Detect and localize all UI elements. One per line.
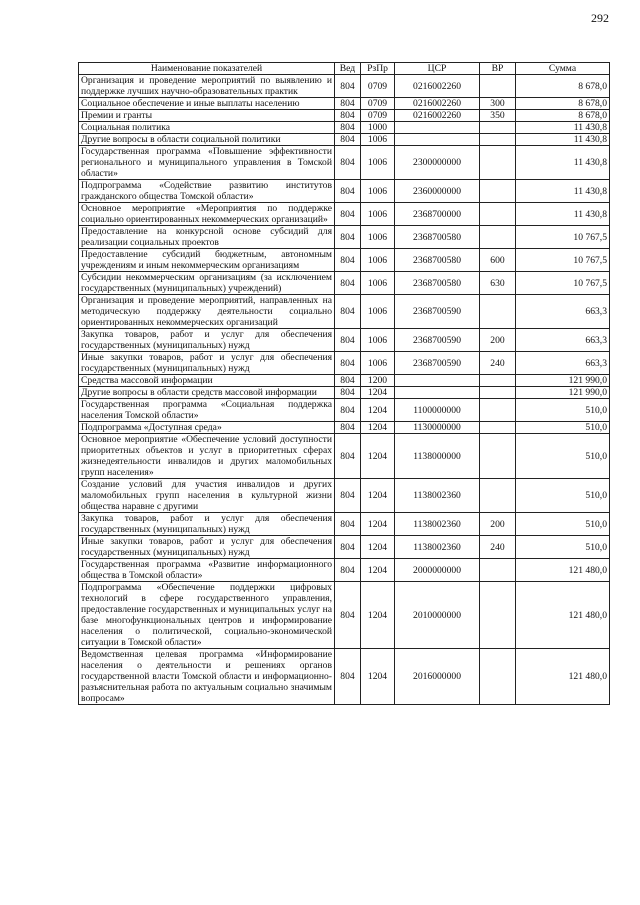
- row-name-cell: Основное мероприятие «Обеспечение условий доступности приоритетных объектов и услуг в приоритетных сферах жизнедеятельности инвалидов и других маломобильных групп населения»: [79, 434, 335, 479]
- row-rzpr-cell: 1006: [361, 203, 395, 226]
- row-csr-cell: 2368700580: [395, 272, 480, 295]
- row-ved-cell: 804: [335, 329, 361, 352]
- row-name-cell: Закупка товаров, работ и услуг для обеспечения государственных (муниципальных) нужд: [79, 513, 335, 536]
- row-name-cell: Иные закупки товаров, работ и услуг для обеспечения государственных (муниципальных) нужд: [79, 536, 335, 559]
- row-csr-cell: 0216002260: [395, 75, 480, 98]
- table-row: [79, 295, 610, 329]
- row-name-cell: Ведомственная целевая программа «Информирование населения о деятельности и решениях органов государственной власти Томской области и информационно-разъяснительная работа по актуальным социально значимым вопросам»: [79, 649, 335, 705]
- table-row: [79, 249, 610, 272]
- row-ved-cell: 804: [335, 180, 361, 203]
- row-rzpr-cell: 1006: [361, 329, 395, 352]
- row-rzpr-cell: 1006: [361, 180, 395, 203]
- row-name-cell: Иные закупки товаров, работ и услуг для обеспечения государственных (муниципальных) нужд: [79, 352, 335, 375]
- row-name-cell: Премии и гранты: [79, 110, 335, 122]
- row-name-cell: Другие вопросы в области средств массовой информации: [79, 387, 335, 399]
- row-csr-cell: [395, 122, 480, 134]
- row-rzpr-cell: 1204: [361, 513, 395, 536]
- row-csr-cell: 2368700580: [395, 226, 480, 249]
- row-sum-cell: 10 767,5: [516, 249, 610, 272]
- table-row: [79, 536, 610, 559]
- row-name-cell: Предоставление субсидий бюджетным, автономным учреждениям и иным некоммерческим организациям: [79, 249, 335, 272]
- row-vr-cell: [480, 434, 516, 479]
- table-row: [79, 226, 610, 249]
- row-vr-cell: [480, 399, 516, 422]
- table-row: [79, 75, 610, 98]
- row-vr-cell: [480, 375, 516, 387]
- row-sum-cell: 510,0: [516, 422, 610, 434]
- row-vr-cell: 600: [480, 249, 516, 272]
- row-rzpr-cell: 1006: [361, 134, 395, 146]
- row-ved-cell: 804: [335, 375, 361, 387]
- row-ved-cell: 804: [335, 226, 361, 249]
- row-ved-cell: 804: [335, 513, 361, 536]
- row-vr-cell: [480, 146, 516, 180]
- row-rzpr-cell: 1204: [361, 479, 395, 513]
- row-rzpr-cell: 1204: [361, 387, 395, 399]
- table-row: [79, 146, 610, 180]
- table-row: [79, 98, 610, 110]
- row-ved-cell: 804: [335, 75, 361, 98]
- row-ved-cell: 804: [335, 352, 361, 375]
- table-row: [79, 582, 610, 649]
- header-rzpr: РзПр: [361, 63, 395, 75]
- row-ved-cell: 804: [335, 122, 361, 134]
- row-rzpr-cell: 1204: [361, 649, 395, 705]
- row-csr-cell: 2000000000: [395, 559, 480, 582]
- table-row: [79, 329, 610, 352]
- row-csr-cell: 2010000000: [395, 582, 480, 649]
- row-csr-cell: 1138002360: [395, 513, 480, 536]
- row-vr-cell: 200: [480, 329, 516, 352]
- table-row: [79, 434, 610, 479]
- row-name-cell: Государственная программа «Повышение эффективности регионального и муниципального управления в Томской области»: [79, 146, 335, 180]
- row-csr-cell: 2368700580: [395, 249, 480, 272]
- row-rzpr-cell: 1204: [361, 582, 395, 649]
- row-rzpr-cell: 1204: [361, 559, 395, 582]
- row-sum-cell: 10 767,5: [516, 272, 610, 295]
- row-sum-cell: 663,3: [516, 329, 610, 352]
- row-name-cell: Социальная политика: [79, 122, 335, 134]
- row-sum-cell: 510,0: [516, 513, 610, 536]
- row-ved-cell: 804: [335, 203, 361, 226]
- row-sum-cell: 11 430,8: [516, 146, 610, 180]
- table-row: [79, 272, 610, 295]
- row-sum-cell: 121 990,0: [516, 375, 610, 387]
- row-vr-cell: [480, 134, 516, 146]
- row-name-cell: Организация и проведение мероприятий, направленных на методическую поддержку деятельности социально ориентированных некоммерческих организаций: [79, 295, 335, 329]
- row-rzpr-cell: 0709: [361, 75, 395, 98]
- budget-table: [78, 62, 610, 705]
- row-ved-cell: 804: [335, 399, 361, 422]
- row-sum-cell: 510,0: [516, 434, 610, 479]
- row-csr-cell: [395, 375, 480, 387]
- row-sum-cell: 8 678,0: [516, 75, 610, 98]
- row-vr-cell: [480, 180, 516, 203]
- row-name-cell: Другие вопросы в области социальной политики: [79, 134, 335, 146]
- row-rzpr-cell: 1006: [361, 352, 395, 375]
- row-name-cell: Субсидии некоммерческим организациям (за исключением государственных (муниципальных) учреждений): [79, 272, 335, 295]
- row-ved-cell: 804: [335, 536, 361, 559]
- row-vr-cell: 200: [480, 513, 516, 536]
- row-rzpr-cell: 1006: [361, 249, 395, 272]
- row-sum-cell: 121 990,0: [516, 387, 610, 399]
- row-vr-cell: [480, 122, 516, 134]
- table-row: [79, 399, 610, 422]
- table-row: [79, 122, 610, 134]
- row-ved-cell: 804: [335, 272, 361, 295]
- row-csr-cell: 1130000000: [395, 422, 480, 434]
- row-csr-cell: 1138002360: [395, 479, 480, 513]
- table-row: [79, 375, 610, 387]
- row-ved-cell: 804: [335, 387, 361, 399]
- row-name-cell: Подпрограмма «Доступная среда»: [79, 422, 335, 434]
- row-csr-cell: [395, 134, 480, 146]
- row-sum-cell: 8 678,0: [516, 98, 610, 110]
- row-name-cell: Предоставление на конкурсной основе субсидий для реализации социальных проектов: [79, 226, 335, 249]
- row-sum-cell: 663,3: [516, 352, 610, 375]
- row-name-cell: Создание условий для участия инвалидов и других маломобильных групп населения в культурной жизни общества наравне с другими: [79, 479, 335, 513]
- row-sum-cell: 663,3: [516, 295, 610, 329]
- row-vr-cell: 630: [480, 272, 516, 295]
- row-csr-cell: 2368700590: [395, 352, 480, 375]
- row-ved-cell: 804: [335, 434, 361, 479]
- row-sum-cell: 11 430,8: [516, 180, 610, 203]
- row-rzpr-cell: 1006: [361, 295, 395, 329]
- row-name-cell: Государственная программа «Социальная поддержка населения Томской области»: [79, 399, 335, 422]
- row-vr-cell: [480, 387, 516, 399]
- row-csr-cell: 2300000000: [395, 146, 480, 180]
- row-name-cell: Основное мероприятие «Мероприятия по поддержке социально ориентированных некоммерческих организаций»: [79, 203, 335, 226]
- row-vr-cell: [480, 479, 516, 513]
- header-sum: Сумма: [516, 63, 610, 75]
- row-csr-cell: 0216002260: [395, 110, 480, 122]
- table-row: [79, 180, 610, 203]
- row-rzpr-cell: 1006: [361, 226, 395, 249]
- table-row: [79, 513, 610, 536]
- row-name-cell: Закупка товаров, работ и услуг для обеспечения государственных (муниципальных) нужд: [79, 329, 335, 352]
- row-vr-cell: [480, 75, 516, 98]
- row-rzpr-cell: 1204: [361, 399, 395, 422]
- table-header-row: [79, 63, 610, 75]
- row-csr-cell: 0216002260: [395, 98, 480, 110]
- row-ved-cell: 804: [335, 559, 361, 582]
- row-ved-cell: 804: [335, 479, 361, 513]
- table-row: [79, 203, 610, 226]
- row-vr-cell: [480, 226, 516, 249]
- table-row: [79, 479, 610, 513]
- row-sum-cell: 121 480,0: [516, 649, 610, 705]
- table-row: [79, 110, 610, 122]
- row-csr-cell: 1138002360: [395, 536, 480, 559]
- header-csr: ЦСР: [395, 63, 480, 75]
- row-vr-cell: 240: [480, 536, 516, 559]
- row-name-cell: Средства массовой информации: [79, 375, 335, 387]
- page-number: 292: [591, 11, 609, 25]
- row-rzpr-cell: 1006: [361, 146, 395, 180]
- table-row: [79, 422, 610, 434]
- row-name-cell: Подпрограмма «Обеспечение поддержки цифровых технологий в сфере государственного управления, предоставление государственных и муниципальных услуг на базе многофункциональных центров и информирование населения о политической, социально-экономической ситуации в Томской области»: [79, 582, 335, 649]
- row-name-cell: Социальное обеспечение и иные выплаты населению: [79, 98, 335, 110]
- row-vr-cell: [480, 295, 516, 329]
- row-rzpr-cell: 0709: [361, 110, 395, 122]
- row-rzpr-cell: 0709: [361, 98, 395, 110]
- row-rzpr-cell: 1000: [361, 122, 395, 134]
- row-csr-cell: 1138000000: [395, 434, 480, 479]
- row-csr-cell: 2368700590: [395, 295, 480, 329]
- row-ved-cell: 804: [335, 110, 361, 122]
- header-ved: Вед: [335, 63, 361, 75]
- row-sum-cell: 11 430,8: [516, 134, 610, 146]
- row-name-cell: Подпрограмма «Содействие развитию институтов гражданского общества Томской области»: [79, 180, 335, 203]
- row-vr-cell: [480, 582, 516, 649]
- row-sum-cell: 11 430,8: [516, 203, 610, 226]
- row-vr-cell: 350: [480, 110, 516, 122]
- row-rzpr-cell: 1204: [361, 536, 395, 559]
- row-csr-cell: 2368700000: [395, 203, 480, 226]
- row-ved-cell: 804: [335, 134, 361, 146]
- row-sum-cell: 121 480,0: [516, 582, 610, 649]
- row-csr-cell: 1100000000: [395, 399, 480, 422]
- row-csr-cell: [395, 387, 480, 399]
- row-sum-cell: 510,0: [516, 479, 610, 513]
- row-vr-cell: 300: [480, 98, 516, 110]
- table-row: [79, 387, 610, 399]
- table-row: [79, 559, 610, 582]
- header-name: Наименование показателей: [79, 63, 335, 75]
- row-rzpr-cell: 1200: [361, 375, 395, 387]
- row-ved-cell: 804: [335, 295, 361, 329]
- row-csr-cell: 2360000000: [395, 180, 480, 203]
- row-sum-cell: 121 480,0: [516, 559, 610, 582]
- row-sum-cell: 510,0: [516, 536, 610, 559]
- row-csr-cell: 2368700590: [395, 329, 480, 352]
- row-name-cell: Организация и проведение мероприятий по выявлению и поддержке лучших научно-образовательных практик: [79, 75, 335, 98]
- row-ved-cell: 804: [335, 649, 361, 705]
- row-vr-cell: [480, 649, 516, 705]
- row-vr-cell: [480, 203, 516, 226]
- row-ved-cell: 804: [335, 422, 361, 434]
- row-vr-cell: 240: [480, 352, 516, 375]
- row-rzpr-cell: 1006: [361, 272, 395, 295]
- row-ved-cell: 804: [335, 146, 361, 180]
- row-name-cell: Государственная программа «Развитие информационного общества в Томской области»: [79, 559, 335, 582]
- table-row: [79, 134, 610, 146]
- row-csr-cell: 2016000000: [395, 649, 480, 705]
- table-row: [79, 352, 610, 375]
- row-sum-cell: 510,0: [516, 399, 610, 422]
- row-sum-cell: 10 767,5: [516, 226, 610, 249]
- row-ved-cell: 804: [335, 249, 361, 272]
- row-ved-cell: 804: [335, 582, 361, 649]
- row-sum-cell: 11 430,8: [516, 122, 610, 134]
- table-row: [79, 649, 610, 705]
- row-ved-cell: 804: [335, 98, 361, 110]
- row-vr-cell: [480, 559, 516, 582]
- header-vr: ВР: [480, 63, 516, 75]
- row-rzpr-cell: 1204: [361, 434, 395, 479]
- row-rzpr-cell: 1204: [361, 422, 395, 434]
- row-sum-cell: 8 678,0: [516, 110, 610, 122]
- row-vr-cell: [480, 422, 516, 434]
